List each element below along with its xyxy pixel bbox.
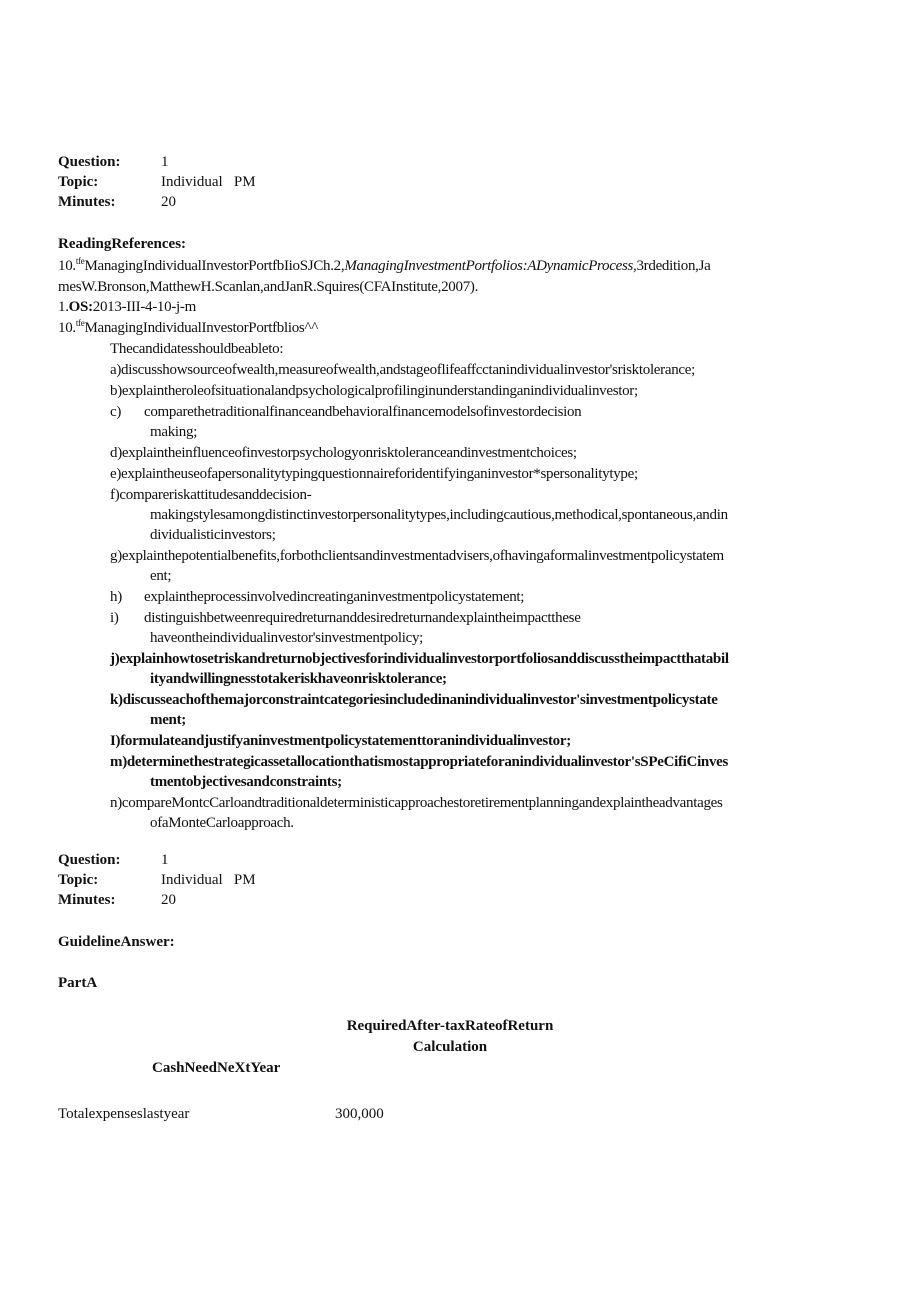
los-item-k: k)discusseachofthemajorconstraintcategoriesincludedinanindividualinvestor'sinvestmentpolicystate ment; <box>110 692 718 728</box>
los-item-j: j)explainhowtosetriskandreturnobjectivesforindividualinvestorportfoliosanddiscusstheimpactthatabil ityandwillingnesstotakeriskhaveonrisktolerance; <box>110 651 729 687</box>
reading-reference-2 <box>58 318 848 338</box>
los-item-e: e)explaintheuseofapersonalitytypingquestionnaireforidentifyinganinvestor*spersonalitytype; <box>110 466 638 482</box>
los-prefix: 1. <box>58 299 69 315</box>
question-label: Question: <box>58 852 121 868</box>
los-item-l: I)formulateandjustifyaninvestmentpolicystatementtoranindividualinvestor; <box>110 733 571 749</box>
question-label: Question: <box>58 154 121 170</box>
los-item-a: a)discusshowsourceofwealth,measureofwealth,andstageoflifeaffcctanindividualinvestor'srisktolerance; <box>110 362 696 378</box>
topic-label: Topic: <box>58 174 99 190</box>
ref1-tail: 3rdedition,Ja <box>636 258 711 274</box>
question-value: 1 <box>161 154 169 170</box>
los-item-i: i) distinguishbetweenrequiredreturnanddesiredreturnandexplaintheimpactthese haveontheindividualinvestor'sinvestmentpolicy; <box>110 610 581 646</box>
minutes-value: 20 <box>161 892 176 908</box>
topic-label: Topic: <box>58 872 99 888</box>
los-lead: Thecandidatesshouldbeableto: <box>110 341 284 357</box>
question-meta-bottom <box>58 850 256 910</box>
minutes-label: Minutes: <box>58 892 116 908</box>
question-meta-top <box>58 152 256 212</box>
reading-references-heading: ReadingReferences: <box>58 236 187 252</box>
los-bold: OS: <box>68 299 93 315</box>
los-item-b: b)explaintheroleofsituationalandpsychologicalprofilinginunderstandinganindividualinvestor; <box>110 383 638 399</box>
los-code-line <box>58 297 848 317</box>
guideline-answer-heading: GuidelineAnswer: <box>58 934 175 950</box>
los-item-h: h) explaintheprocessinvolvedincreatinganinvestmentpolicystatement; <box>110 589 525 605</box>
reading-reference-1-line2: mesW.Bronson,MatthewH.Scanlan,andJanR.Squires(CFAInstitute,2007). <box>58 279 479 295</box>
calculation-title-line2: Calculation <box>412 1039 488 1055</box>
los-item-g: g)explainthepotentialbenefits,forbothclientsandinvestmentadvisers,ofhavingaformalinvestmentpolicystatem ent; <box>110 548 724 584</box>
question-value: 1 <box>161 852 169 868</box>
cash-need-heading: CashNeedNeXtYear <box>152 1060 281 1076</box>
ref1-text: ManagingIndividualInvestorPortfbIioSJCh.2, <box>84 258 345 274</box>
los-item-n: n)compareMontcCarloandtraditionaldeterministicapproachestoretirementplanningandexplaintheadvantages ofaMonteCarloapproach. <box>110 795 723 831</box>
los-code: 2013-III-4-10-j-m <box>92 299 196 315</box>
calculation-title-line1: RequiredAfter-taxRateofReturn <box>346 1018 554 1034</box>
ref1-sup: tfe <box>75 256 85 266</box>
row-value: 300,000 <box>335 1106 384 1122</box>
ref1-book-title: ManagingInvestmentPortfolios:ADynamicProcess, <box>344 258 637 274</box>
los-item-c: c) comparethetraditionalfinanceandbehavioralfinancemodelsofinvestordecision making; <box>110 404 582 440</box>
row-label: Totalexpenseslastyear <box>58 1106 190 1122</box>
minutes-label: Minutes: <box>58 194 116 210</box>
los-item-m: m)determinethestrategicassetallocationthatismostappropriateforanindividualinvestor'sSPeCifiCinves tmentobjectivesandconstraints; <box>110 754 729 790</box>
learning-outcomes-list <box>110 339 850 834</box>
ref2-prefix: 10. <box>58 320 76 336</box>
ref1-prefix: 10. <box>58 258 76 274</box>
los-item-d: d)explaintheinfluenceofinvestorpsychologyonrisktoleranceandinvestmentchoices; <box>110 445 577 461</box>
minutes-value: 20 <box>161 194 176 210</box>
topic-value: Individual PM <box>161 174 256 190</box>
topic-value: Individual PM <box>161 872 256 888</box>
los-item-f: f)compareriskattitudesanddecision- makingstylesamongdistinctinvestorpersonalitytypes,includingcautious,methodical,spontaneous,andin dividualisticinvestors; <box>110 487 728 543</box>
ref2-text: ManagingIndividualInvestorPortfblios^^ <box>84 320 318 336</box>
part-a-heading: PartA <box>58 975 98 991</box>
reading-reference-1 <box>58 256 848 276</box>
ref2-sup: tfe <box>75 318 85 328</box>
